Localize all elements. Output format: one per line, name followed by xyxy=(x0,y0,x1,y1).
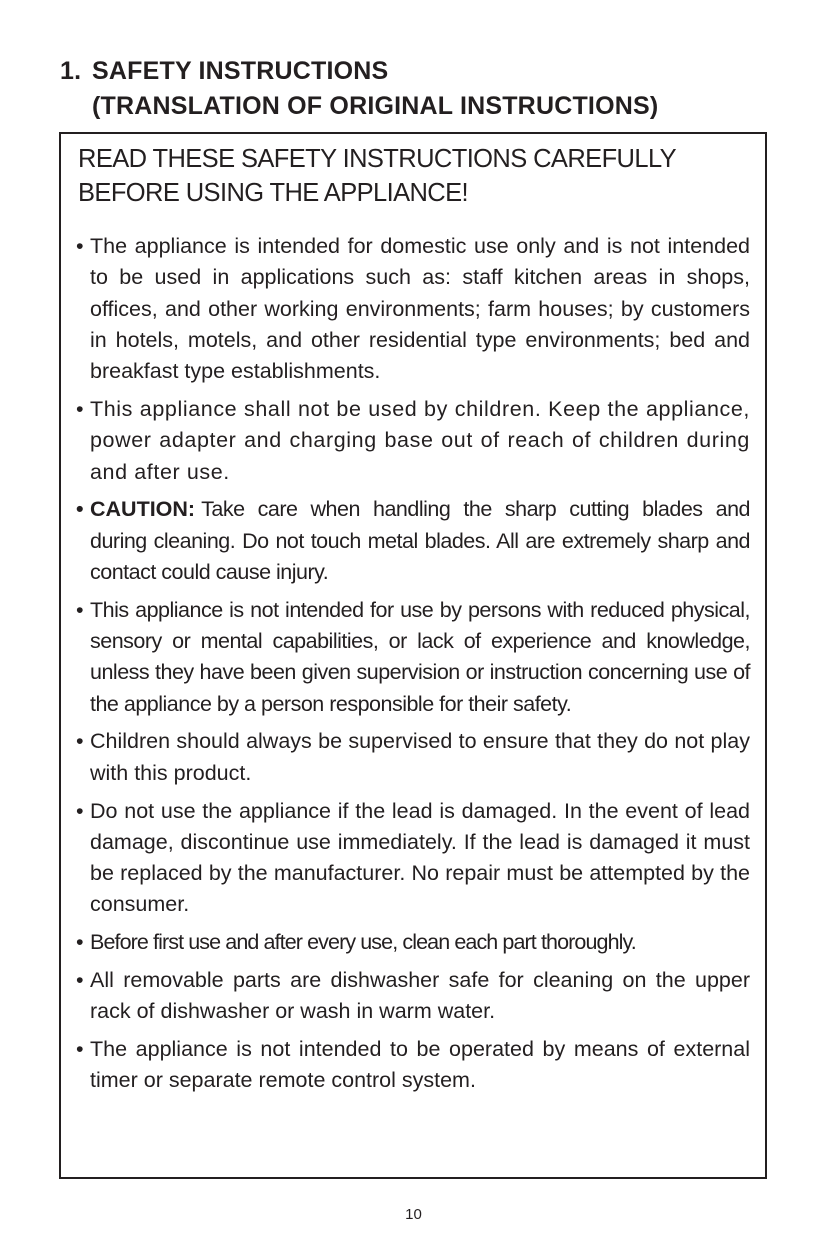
safety-item-text: Before first use and after every use, clean each part thoroughly. xyxy=(90,930,636,955)
safety-item-reduced-capabilities xyxy=(76,595,750,720)
bullet: • xyxy=(76,798,84,823)
bullet: • xyxy=(76,930,83,955)
safety-item-text: The appliance is intended for domestic use only and is not intended to be used in applications such as: staff kitchen areas in shops, offices, and other working environments; farm houses; by customers in hotels, motels, and other residential type environments; bed and breakfast type establishments. xyxy=(90,234,750,384)
section-number: 1. xyxy=(60,57,82,85)
safety-item-text: All removable parts are dishwasher safe for cleaning on the upper rack of dishwasher or wash in warm water. xyxy=(90,968,750,1024)
safety-item-supervision xyxy=(76,726,750,789)
bullet: • xyxy=(76,497,84,522)
safety-item-text: This appliance shall not be used by children. Keep the appliance, power adapter and charging base out of reach of children during and after use. xyxy=(90,396,750,484)
safety-item-domestic-use xyxy=(76,231,750,387)
bullet: • xyxy=(76,234,84,258)
bullet: • xyxy=(76,597,84,622)
safety-item-text: This appliance is not intended for use by persons with reduced physical, sensory or mental capabilities, or lack of experience and knowledge, unless they have been given supervision or instruction concerning use of the appliance by a person responsible for their safety. xyxy=(90,597,750,716)
safety-item-text: Take care when handling the sharp cutting blades and during cleaning. Do not touch metal blades. All are extremely sharp and contact could cause injury. xyxy=(90,497,750,584)
page-number: 10 xyxy=(405,1206,422,1223)
caution-label: CAUTION: xyxy=(90,497,196,522)
section-heading xyxy=(60,54,800,124)
safety-item-cleaning xyxy=(76,927,750,958)
bullet: • xyxy=(76,729,84,754)
safety-item-caution xyxy=(76,494,750,588)
bullet: • xyxy=(76,1037,84,1062)
intro-warning: READ THESE SAFETY INSTRUCTIONS CAREFULLY BEFORE USING THE APPLIANCE! xyxy=(78,145,676,207)
safety-item-text: The appliance is not intended to be operated by means of external timer or separate remote control system. xyxy=(90,1037,750,1093)
safety-item-external-timer xyxy=(76,1034,750,1097)
safety-item-damaged-lead xyxy=(76,796,750,921)
safety-item-children xyxy=(76,394,750,488)
safety-list xyxy=(76,231,750,1103)
bullet: • xyxy=(76,396,85,421)
safety-item-text: Do not use the appliance if the lead is damaged. In the event of lead damage, discontinue use immediately. If the lead is damaged it must be replaced by the manufacturer. No repair must be attempted by the consumer. xyxy=(90,798,750,917)
section-title-line2: (TRANSLATION OF ORIGINAL INSTRUCTIONS) xyxy=(92,92,659,120)
safety-item-text: Children should always be supervised to ensure that they do not play with this product. xyxy=(90,729,750,785)
bullet: • xyxy=(76,968,84,993)
section-title-line1: SAFETY INSTRUCTIONS xyxy=(92,57,389,85)
safety-item-dishwasher xyxy=(76,965,750,1028)
